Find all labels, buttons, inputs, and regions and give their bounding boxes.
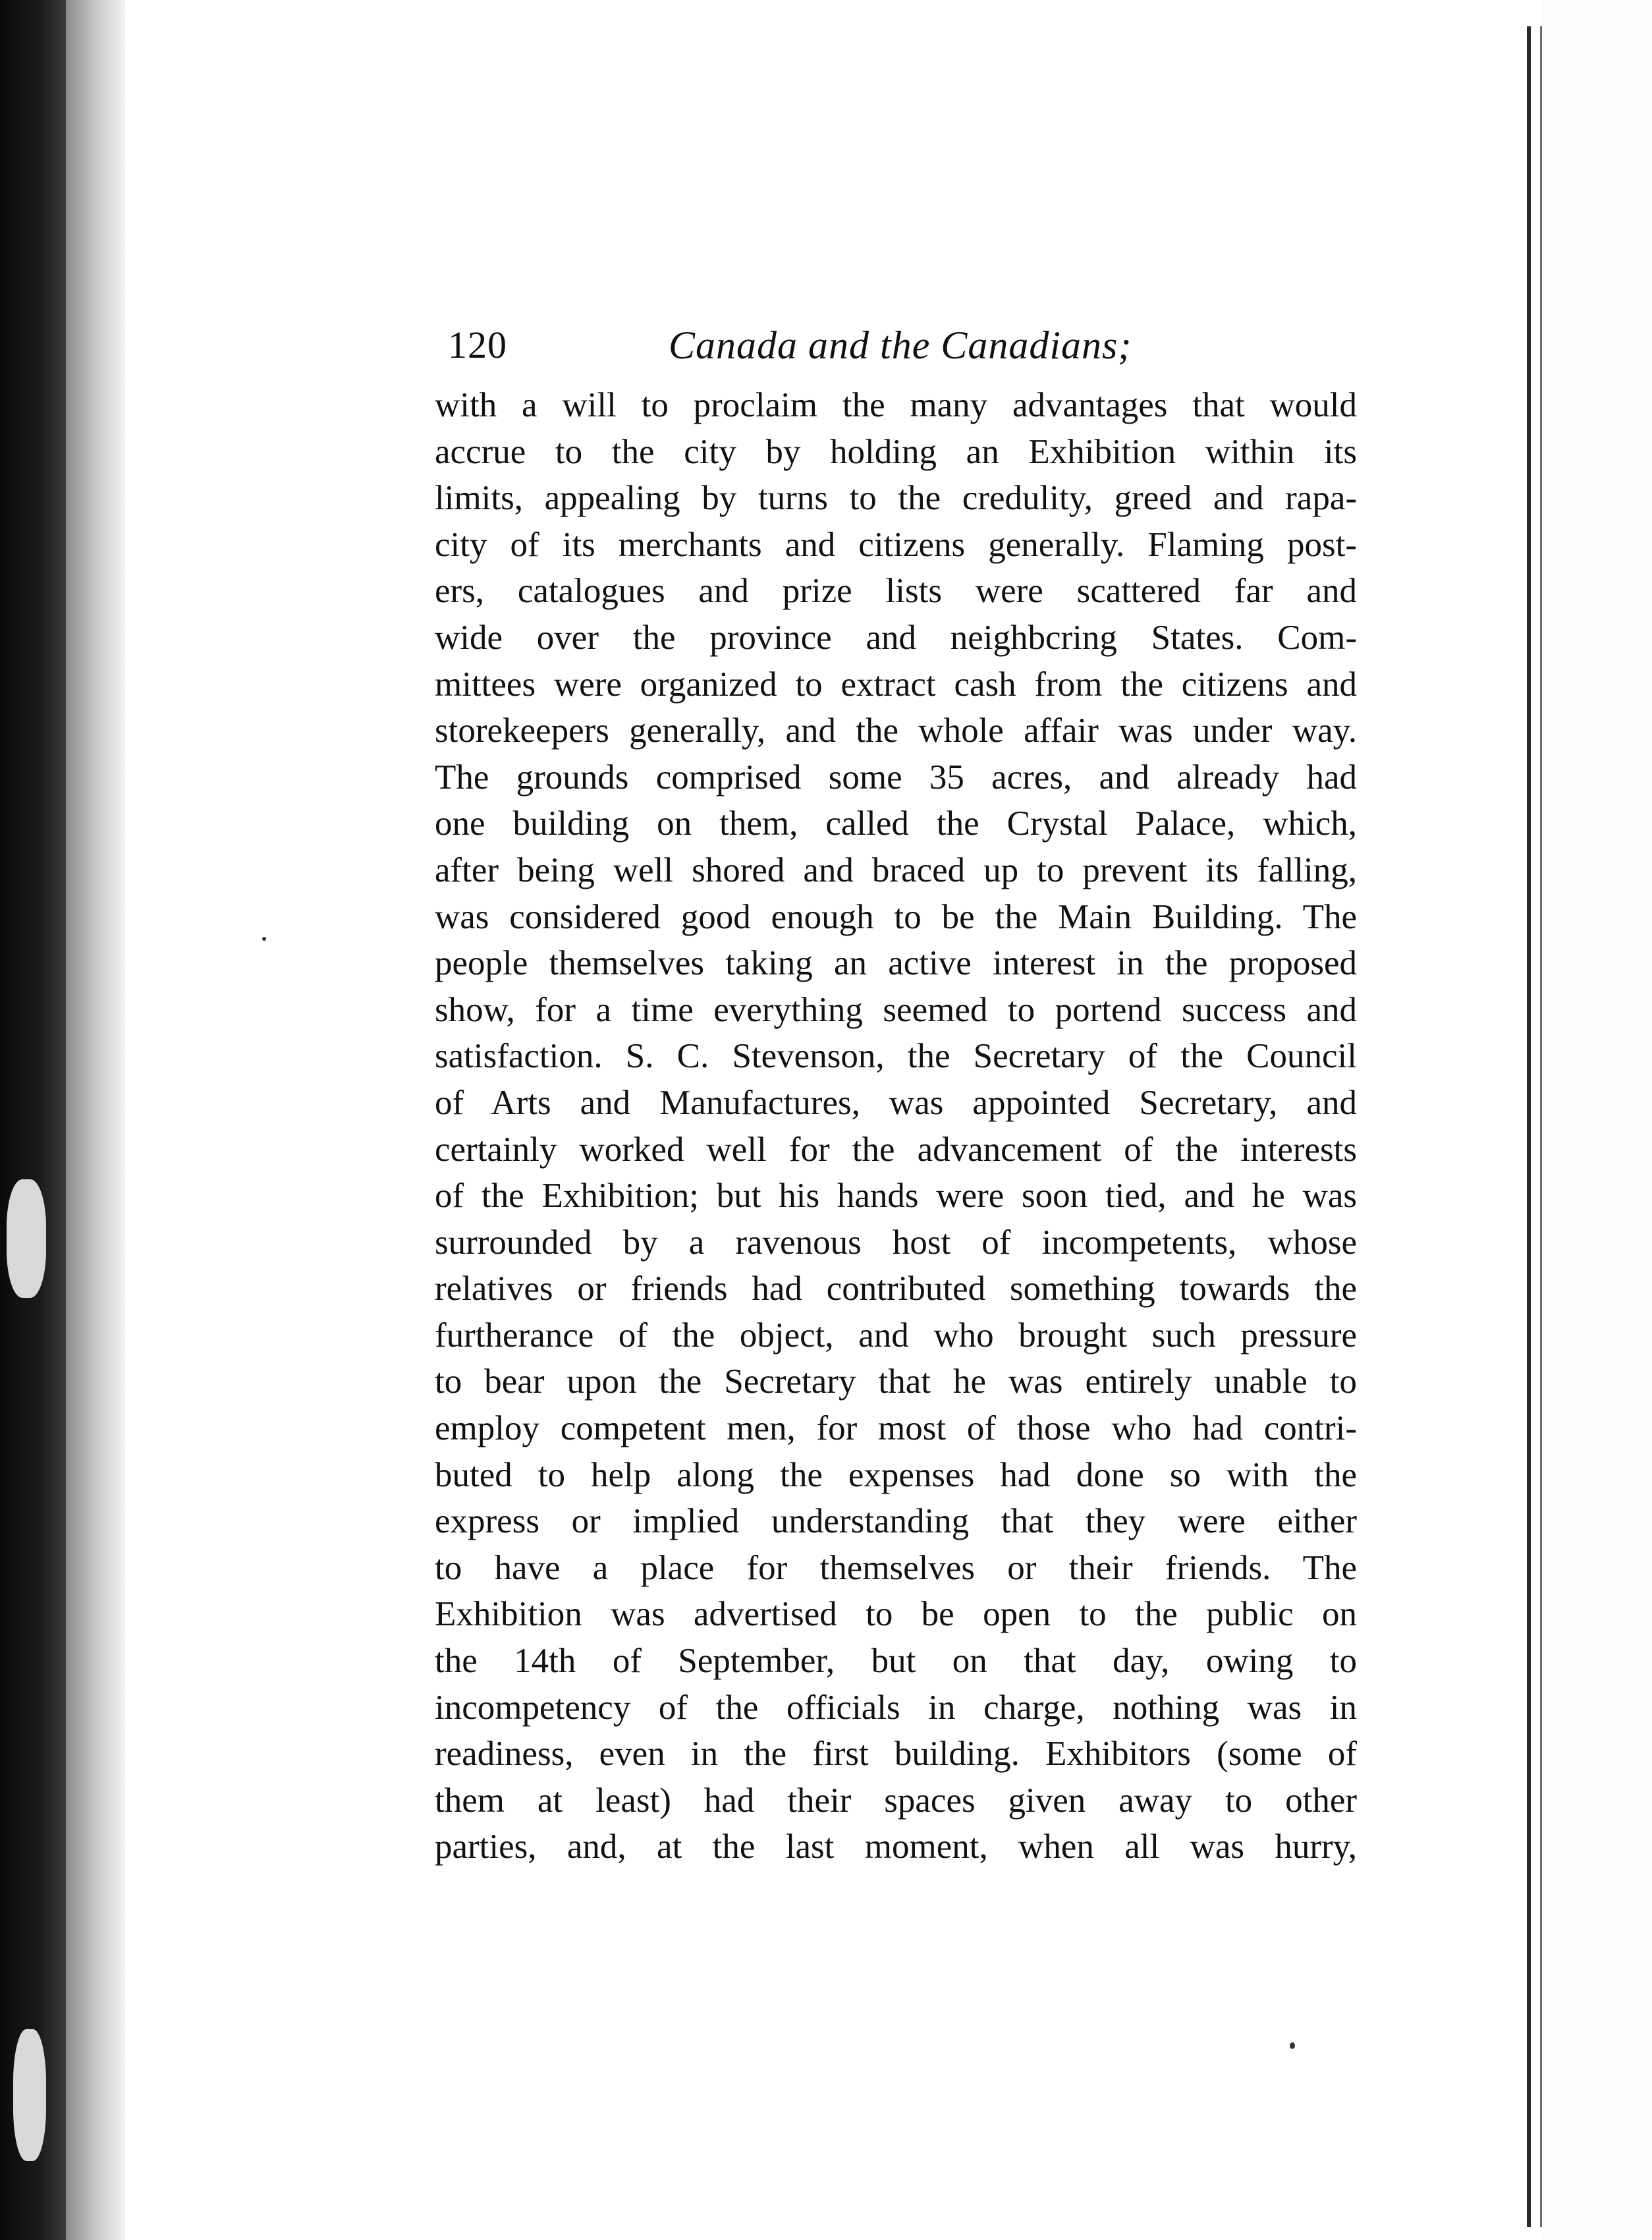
- text-line: relatives or friends had contributed something towards the: [435, 1270, 1357, 1308]
- text-line: ers, catalogues and prize lists were scattered far and: [435, 572, 1357, 611]
- paper-blemish: [13, 2029, 46, 2161]
- book-gutter-edge: [0, 0, 66, 2240]
- text-line: express or implied understanding that they were either: [435, 1502, 1357, 1541]
- gutter-shadow: [66, 0, 125, 2240]
- text-line: to bear upon the Secretary that he was entirely unable to: [435, 1362, 1357, 1401]
- running-head: [435, 310, 1370, 382]
- text-line: surrounded by a ravenous host of incompetents, whose: [435, 1223, 1357, 1262]
- text-line: buted to help along the expenses had done so with the: [435, 1455, 1357, 1494]
- page-edge-line: [1527, 26, 1531, 2227]
- text-line: to have a place for themselves or their friends. The: [435, 1548, 1357, 1587]
- text-line: people themselves taking an active interest in the proposed: [435, 944, 1357, 983]
- page-edge-line: [1540, 26, 1542, 2227]
- text-line: wide over the province and neighbcring States. Com-: [435, 618, 1357, 657]
- text-line: show, for a time everything seemed to portend success and: [435, 990, 1357, 1029]
- text-line: satisfaction. S. C. Stevenson, the Secretary of the Council: [435, 1037, 1357, 1076]
- body-paragraph: [435, 382, 1370, 1870]
- text-line: limits, appealing by turns to the credulity, greed and rapa-: [435, 479, 1357, 518]
- text-line: storekeepers generally, and the whole affair was under way.: [435, 712, 1357, 750]
- text-line: city of its merchants and citizens generally. Flaming post-: [435, 525, 1357, 564]
- text-line: certainly worked well for the advancement of the interests: [435, 1130, 1357, 1169]
- text-line: accrue to the city by holding an Exhibition within its: [435, 432, 1357, 471]
- text-line: one building on them, called the Crystal Palace, which,: [435, 804, 1357, 843]
- facing-page-edge: [1542, 0, 1652, 2240]
- text-line: the 14th of September, but on that day, owing to: [435, 1642, 1357, 1681]
- text-line: parties, and, at the last moment, when all was hurry,: [435, 1828, 1357, 1866]
- text-line: The grounds comprised some 35 acres, and already had: [435, 758, 1357, 797]
- text-line: furtherance of the object, and who brought such pressure: [435, 1316, 1357, 1355]
- text-line: readiness, even in the first building. Exhibitors (some of: [435, 1735, 1357, 1774]
- text-line: of the Exhibition; but his hands were soon tied, and he was: [435, 1177, 1357, 1216]
- text-line: mittees were organized to extract cash from the citizens and: [435, 665, 1357, 704]
- text-line: them at least) had their spaces given away to other: [435, 1781, 1357, 1820]
- page-number: 120: [448, 323, 507, 366]
- text-line: after being well shored and braced up to prevent its falling,: [435, 851, 1357, 889]
- text-line: employ competent men, for most of those who had contri-: [435, 1409, 1357, 1448]
- text-line: of Arts and Manufactures, was appointed Secretary, and: [435, 1083, 1357, 1122]
- text-line: was considered good enough to be the Main Building. The: [435, 897, 1357, 936]
- paper-blemish: [7, 1179, 46, 1298]
- text-line: Exhibition was advertised to be open to the public on: [435, 1595, 1357, 1634]
- ink-speck: [262, 937, 266, 941]
- ink-speck: [1290, 2042, 1295, 2049]
- text-line: with a will to proclaim the many advantages that would: [435, 386, 1357, 424]
- page-content: [435, 310, 1370, 1870]
- text-line: incompetency of the officials in charge, nothing was in: [435, 1688, 1357, 1727]
- running-title: Canada and the Canadians;: [669, 323, 1132, 367]
